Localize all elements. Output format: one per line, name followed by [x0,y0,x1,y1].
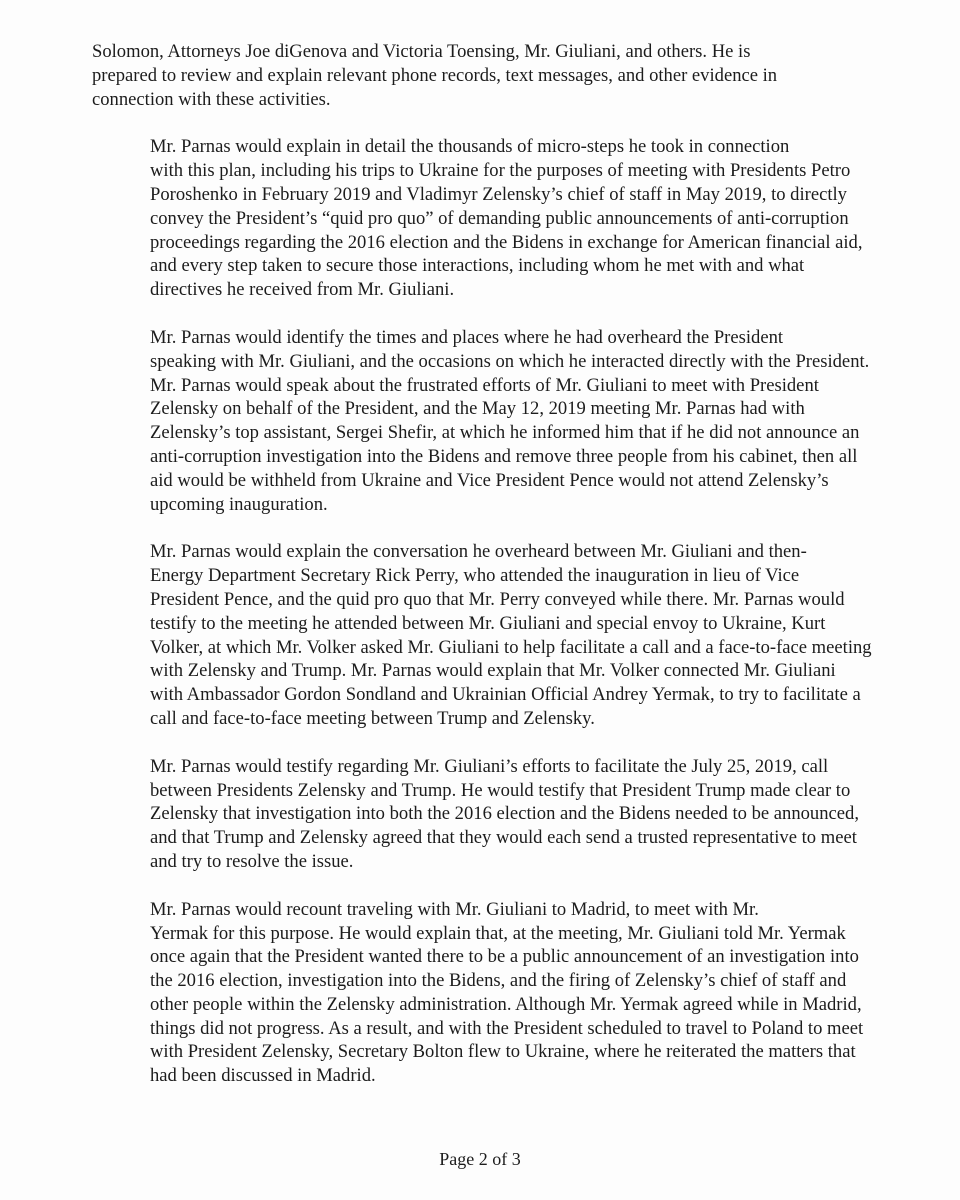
text-line: things did not progress. As a result, and with the President scheduled to travel to Poland to meet [150,1017,864,1039]
text-line: had been discussed in Madrid. [150,1065,376,1087]
text-line: Energy Department Secretary Rick Perry, who attended the inauguration in lieu of Vice [150,565,800,587]
text-line: with Ambassador Gordon Sondland and Ukrainian Official Andrey Yermak, to try to facilitate a [150,684,861,706]
text-line: and that Trump and Zelensky agreed that they would each send a trusted representative to meet [150,827,857,849]
text-line: Mr. Parnas would explain in detail the thousands of micro-steps he took in connection [150,136,790,158]
text-line: Yermak for this purpose. He would explain that, at the meeting, Mr. Giuliani told Mr. Yermak [150,922,846,944]
page-number: Page 2 of 3 [439,1149,521,1169]
text-line: other people within the Zelensky administration. Although Mr. Yermak agreed while in Madrid, [150,993,862,1015]
paragraph [92,326,878,516]
text-line: President Pence, and the quid pro quo that Mr. Perry conveyed while there. Mr. Parnas would [150,588,845,610]
text-line: call and face-to-face meeting between Trump and Zelensky. [150,707,595,729]
paragraph [92,40,878,111]
paragraph [92,540,878,730]
text-line: the 2016 election, investigation into the Bidens, and the firing of Zelensky’s chief of staff and [150,970,847,992]
paragraph [92,755,878,874]
paragraph [92,898,878,1088]
text-line: convey the President’s “quid pro quo” of demanding public announcements of anti-corruption [150,207,849,229]
text-line: connection with these activities. [92,88,331,110]
text-line: Mr. Parnas would identify the times and places where he had overheard the President [150,326,784,348]
text-line: between Presidents Zelensky and Trump. He would testify that President Trump made clear to [150,779,851,801]
text-line: Mr. Parnas would testify regarding Mr. Giuliani’s efforts to facilitate the July 25, 2019, call [150,755,829,777]
text-line: and try to resolve the issue. [150,850,354,872]
text-line: once again that the President wanted there to be a public announcement of an investigation into [150,946,859,968]
text-line: Poroshenko in February 2019 and Vladimyr Zelensky’s chief of staff in May 2019, to directly [150,183,847,205]
text-line: directives he received from Mr. Giuliani. [150,279,455,301]
text-line: Mr. Parnas would recount traveling with Mr. Giuliani to Madrid, to meet with Mr. [150,898,759,920]
text-line: with Zelensky and Trump. Mr. Parnas would explain that Mr. Volker connected Mr. Giuliani [150,660,836,682]
text-line: Mr. Parnas would speak about the frustrated efforts of Mr. Giuliani to meet with President [150,374,819,396]
text-line: proceedings regarding the 2016 election and the Bidens in exchange for American financial aid, [150,231,863,253]
document-body [92,40,878,1112]
text-line: with President Zelensky, Secretary Bolton flew to Ukraine, where he reiterated the matters that [150,1041,856,1063]
text-line: anti-corruption investigation into the Bidens and remove three people from his cabinet, then all [150,445,858,467]
text-line: testify to the meeting he attended between Mr. Giuliani and special envoy to Ukraine, Kurt [150,612,826,634]
text-line: with this plan, including his trips to Ukraine for the purposes of meeting with Presidents Petro [150,160,851,182]
text-line: Solomon, Attorneys Joe diGenova and Victoria Toensing, Mr. Giuliani, and others. He is [92,41,751,62]
text-line: and every step taken to secure those interactions, including whom he met with and what [150,255,805,277]
text-line: aid would be withheld from Ukraine and Vice President Pence would not attend Zelensky’s [150,469,829,491]
text-line: prepared to review and explain relevant phone records, text messages, and other evidence in [92,64,778,86]
text-line: Zelensky’s top assistant, Sergei Shefir, at which he informed him that if he did not announce an [150,422,860,444]
text-line: Mr. Parnas would explain the conversation he overheard between Mr. Giuliani and then- [150,541,807,563]
text-line: Zelensky on behalf of the President, and the May 12, 2019 meeting Mr. Parnas had with [150,398,805,420]
paragraph [92,135,878,302]
text-line: Zelensky that investigation into both the 2016 election and the Bidens needed to be announced, [150,803,859,825]
text-line: speaking with Mr. Giuliani, and the occasions on which he interacted directly with the President. [150,350,870,372]
text-line: Volker, at which Mr. Volker asked Mr. Giuliani to help facilitate a call and a face-to-face meeting [150,636,872,658]
text-line: upcoming inauguration. [150,493,328,515]
